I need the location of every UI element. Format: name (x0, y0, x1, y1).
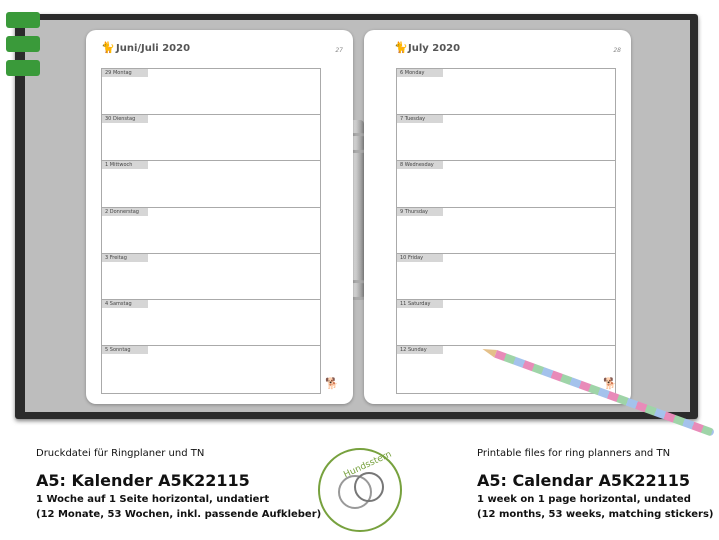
day-label: 30 Dienstag (102, 115, 148, 123)
day-row (397, 161, 615, 207)
day-row (102, 300, 320, 346)
day-label: 12 Sunday (397, 346, 443, 354)
info-subtitle: Printable files for ring planners and TN (477, 448, 671, 459)
info-left (36, 448, 321, 520)
info-line-1: 1 week on 1 page horizontal, undated (477, 494, 691, 505)
logo-text: Hundsstern (342, 449, 394, 481)
day-label: 8 Wednesday (397, 161, 443, 169)
week-number: 28 (613, 47, 621, 54)
info-right (477, 448, 713, 520)
cat-icon: 🐈 (101, 41, 115, 54)
day-row (397, 69, 615, 115)
day-label: 1 Mittwoch (102, 161, 148, 169)
day-label: 9 Thursday (397, 208, 443, 216)
info-line-2: (12 months, 53 weeks, matching stickers) (477, 509, 714, 520)
day-row (397, 208, 615, 254)
binder-clip-3 (6, 60, 40, 76)
planner-page-left (86, 30, 353, 404)
month-title: Juni/Juli 2020 (116, 43, 191, 54)
binder-clip-1 (6, 12, 40, 28)
day-row (102, 254, 320, 300)
planner-page-right (364, 30, 631, 404)
day-label: 4 Samstag (102, 300, 148, 308)
day-label: 29 Montag (102, 69, 148, 77)
day-label: 7 Tuesday (397, 115, 443, 123)
week-number: 27 (335, 47, 343, 54)
logo-head-person (354, 472, 384, 502)
day-grid (396, 68, 616, 394)
day-label: 6 Monday (397, 69, 443, 77)
cat-icon: 🐈 (394, 41, 408, 54)
day-label: 10 Friday (397, 254, 443, 262)
info-title: A5: Kalender A5K22115 (36, 471, 250, 490)
day-label: 3 Freitag (102, 254, 148, 262)
info-title: A5: Calendar A5K22115 (477, 471, 691, 490)
day-grid (101, 68, 321, 394)
info-line-2: (12 Monate, 53 Wochen, inkl. passende Aufkleber) (36, 509, 322, 520)
day-row (397, 115, 615, 161)
day-row (397, 300, 615, 346)
day-label: 5 Sonntag (102, 346, 148, 354)
day-row (102, 346, 320, 392)
info-line-1: 1 Woche auf 1 Seite horizontal, undatiert (36, 494, 270, 505)
dog-icon: 🐕 (325, 377, 339, 390)
day-row (102, 115, 320, 161)
info-subtitle: Druckdatei für Ringplaner und TN (36, 448, 205, 459)
hundsstern-logo (318, 448, 402, 532)
day-row (102, 161, 320, 207)
binder-clip-2 (6, 36, 40, 52)
day-label: 2 Donnerstag (102, 208, 148, 216)
day-row (397, 254, 615, 300)
dog-icon: 🐕 (603, 377, 617, 390)
day-label: 11 Saturday (397, 300, 443, 308)
day-row (102, 69, 320, 115)
month-title: July 2020 (408, 43, 461, 54)
day-row (102, 208, 320, 254)
